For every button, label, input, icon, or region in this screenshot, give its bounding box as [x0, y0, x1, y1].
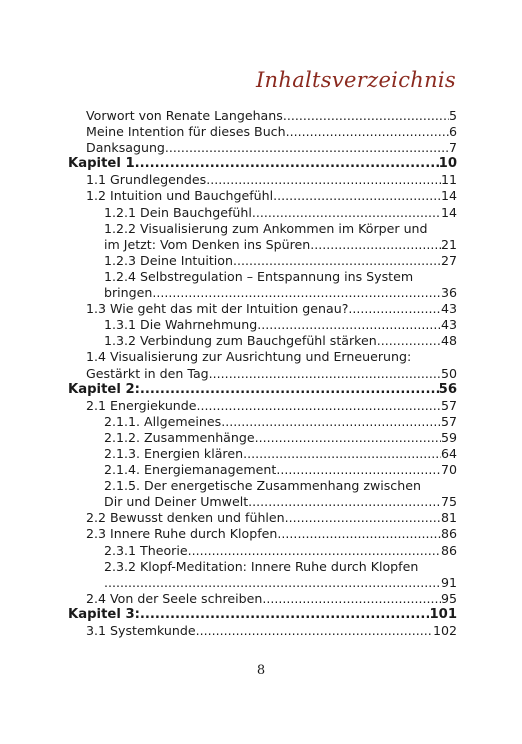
dot-leader — [233, 253, 441, 269]
toc-entry[interactable] — [68, 462, 457, 478]
toc-entry-title-line: 2.3.2 Klopf-Meditation: Innere Ruhe durch Klopfen — [104, 558, 419, 574]
toc-entry-title: Danksagung — [86, 140, 165, 156]
toc-entry[interactable] — [68, 446, 457, 462]
dot-leader — [262, 591, 441, 607]
dot-leader — [188, 543, 441, 559]
toc-chapter-entry[interactable] — [68, 607, 457, 623]
toc-entry-title: 2.1 Energiekunde — [86, 397, 197, 413]
toc-entry-page: 21 — [440, 236, 457, 252]
toc-entry[interactable] — [68, 172, 457, 188]
toc-entry-page: 14 — [440, 188, 457, 204]
toc-entry-title: 2.3.1 Theorie — [104, 542, 188, 558]
toc-entry-page: 5 — [448, 108, 457, 123]
dot-leader — [135, 156, 439, 172]
toc-entry-page: 43 — [440, 317, 457, 333]
dot-leader — [221, 414, 441, 430]
toc-entry-title: 1.2.1 Dein Bauchgefühl — [104, 204, 252, 220]
toc-entry-title: 2.3 Innere Ruhe durch Klopfen — [86, 526, 278, 542]
dot-leader — [310, 237, 441, 253]
toc-entry-page: 70 — [440, 462, 457, 478]
toc-entry[interactable] — [68, 140, 457, 156]
toc-entry-page: 36 — [440, 285, 457, 301]
toc-entry[interactable] — [68, 349, 457, 381]
dot-leader — [255, 430, 441, 446]
toc-entry-page: 43 — [440, 301, 457, 317]
dot-leader — [243, 446, 441, 462]
toc-entry[interactable] — [68, 221, 457, 253]
toc-entry-page: 95 — [440, 590, 457, 606]
toc-entry-page: 14 — [440, 204, 457, 220]
toc-entry[interactable] — [68, 269, 457, 301]
toc-entry[interactable] — [68, 430, 457, 446]
toc-entry[interactable] — [68, 301, 457, 317]
dot-leader — [140, 382, 439, 398]
toc-entry-page: 102 — [432, 623, 457, 638]
dot-leader — [257, 317, 441, 333]
dot-leader — [252, 205, 441, 221]
toc-entry[interactable] — [68, 205, 457, 221]
toc-entry-title: Kapitel 1 — [68, 156, 135, 172]
toc-entry-page: 57 — [440, 397, 457, 413]
toc-entry-page: 27 — [440, 252, 457, 268]
toc-entry-page: 57 — [440, 413, 457, 429]
dot-leader — [348, 301, 441, 317]
toc-heading: Inhaltsverzeichnis — [255, 68, 456, 92]
toc-entry-title: 1.3.2 Verbindung zum Bauchgefühl stärken — [104, 333, 377, 349]
toc-entry-page: 11 — [440, 172, 457, 188]
toc-entry[interactable] — [68, 333, 457, 349]
page-number: 8 — [256, 663, 266, 678]
dot-leader — [276, 462, 441, 478]
dot-leader — [152, 285, 441, 301]
toc-entry-title: Meine Intention für dieses Buch — [86, 124, 286, 140]
dot-leader — [104, 575, 441, 591]
toc-entry-title: Kapitel 2: — [68, 381, 140, 397]
dot-leader — [165, 140, 449, 156]
dot-leader — [377, 333, 441, 349]
dot-leader — [273, 188, 441, 204]
toc-entry[interactable] — [68, 398, 457, 414]
dot-leader — [286, 124, 449, 140]
toc-entry-title: Gestärkt in den Tag — [86, 365, 209, 381]
toc-entry-title: 3.1 Systemkunde — [86, 623, 196, 638]
dot-leader — [206, 172, 441, 188]
toc-entry-page: 64 — [440, 445, 457, 461]
toc-entry[interactable] — [68, 317, 457, 333]
toc-entry-page: 10 — [438, 156, 457, 172]
toc-entry-title: bringen — [104, 285, 153, 301]
toc-entry-page: 56 — [438, 381, 457, 397]
toc-entry-title: 2.1.2. Zusammenhänge — [104, 429, 255, 445]
dot-leader — [196, 623, 433, 639]
toc-entry-page: 6 — [448, 124, 457, 140]
toc-entry-page: 75 — [440, 494, 457, 510]
toc-entry-page: 81 — [440, 510, 457, 526]
toc-entry[interactable] — [68, 591, 457, 607]
toc-entry-page: 86 — [440, 542, 457, 558]
toc-entry-title: 1.3 Wie geht das mit der Intuition genau? — [86, 301, 349, 317]
toc-entry-title: Vorwort von Renate Langehans — [86, 108, 283, 123]
toc-entry-page: 48 — [440, 333, 457, 349]
toc-entry-title: 1.2.3 Deine Intuition — [104, 252, 233, 268]
toc-entry[interactable] — [68, 510, 457, 526]
toc-entry[interactable] — [68, 124, 457, 140]
dot-leader — [248, 494, 441, 510]
toc-entry[interactable] — [68, 543, 457, 559]
toc-entry-title: Dir und Deiner Umwelt — [104, 494, 249, 510]
toc-chapter-entry[interactable] — [68, 382, 457, 398]
dot-leader — [285, 510, 441, 526]
dot-leader — [283, 108, 449, 124]
dot-leader — [209, 366, 441, 382]
toc-entry-title: 1.2 Intuition und Bauchgefühl — [86, 188, 274, 204]
toc-entry-title-line: 1.4 Visualisierung zur Ausrichtung und Erneuerung: — [86, 349, 412, 365]
dot-leader — [140, 607, 430, 623]
toc-entry-page: 59 — [440, 429, 457, 445]
toc-entry-page: 101 — [429, 606, 457, 622]
toc-entry-page: 91 — [440, 574, 457, 590]
toc-entry[interactable] — [68, 623, 457, 639]
toc-entry-page: 50 — [440, 365, 457, 381]
toc-entry-title: Kapitel 3: — [68, 606, 140, 622]
toc-entry[interactable] — [68, 253, 457, 269]
dot-leader — [277, 526, 441, 542]
toc-entry-title-line: 1.2.2 Visualisierung zum Ankommen im Körper und — [104, 220, 428, 236]
toc-entry-page: 86 — [440, 526, 457, 542]
dot-leader — [197, 398, 441, 414]
toc-entry[interactable] — [68, 526, 457, 542]
toc-chapter-entry[interactable] — [68, 156, 457, 172]
toc-entry[interactable] — [68, 188, 457, 204]
toc-entry-title: 2.2 Bewusst denken und fühlen — [86, 510, 285, 526]
toc-entry-title: 2.1.3. Energien klären — [104, 445, 244, 461]
toc-entry[interactable] — [68, 108, 457, 124]
toc-entry-title: 2.1.1. Allgemeines — [104, 413, 222, 429]
toc-entry-title: 1.3.1 Die Wahrnehmung — [104, 317, 258, 333]
toc-entry[interactable] — [68, 478, 457, 510]
toc-entry-page: 7 — [448, 140, 457, 156]
toc-entry-title: 1.1 Grundlegendes — [86, 172, 207, 188]
toc-entry-title-line: 2.1.5. Der energetische Zusammenhang zwischen — [104, 478, 421, 494]
table-of-contents — [68, 108, 457, 639]
toc-entry-title: 2.1.4. Energiemanagement — [104, 462, 277, 478]
toc-entry[interactable] — [68, 414, 457, 430]
toc-entry-title-line: 1.2.4 Selbstregulation – Entspannung ins System — [104, 268, 414, 284]
toc-entry[interactable] — [68, 559, 457, 591]
toc-entry-title: im Jetzt: Vom Denken ins Spüren — [104, 236, 311, 252]
toc-entry-title: 2.4 Von der Seele schreiben — [86, 590, 263, 606]
